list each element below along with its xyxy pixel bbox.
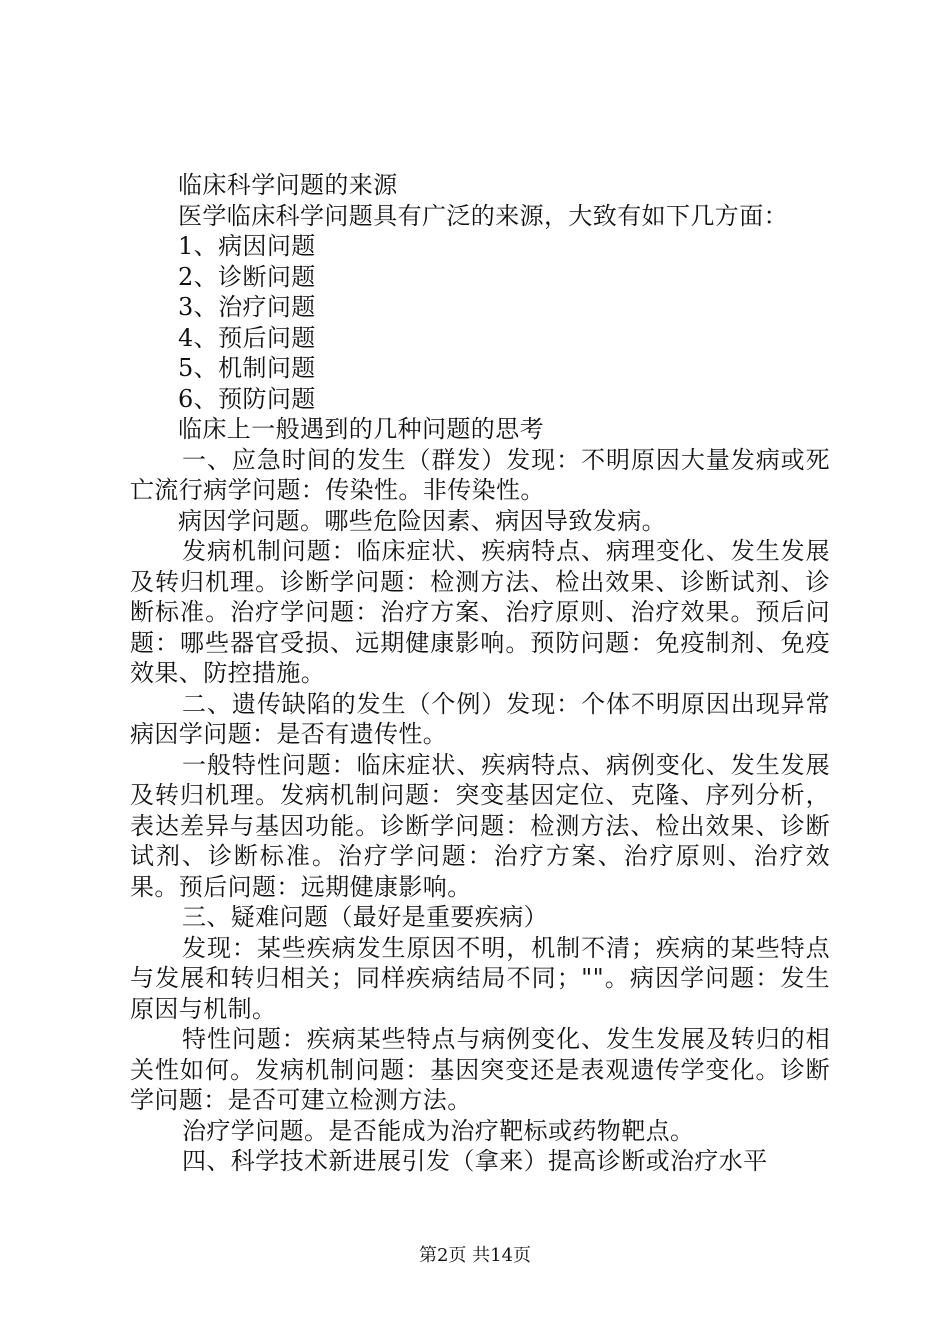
- paragraph: 医学临床科学问题具有广泛的来源，大致有如下几方面：: [178, 201, 788, 230]
- list-item: 1、病因问题: [178, 232, 316, 260]
- section-heading: 临床上一般遇到的几种问题的思考: [178, 415, 544, 443]
- paragraph: 病因学问题。哪些危险因素、病因导致发病。: [178, 506, 666, 535]
- document-body: [130, 170, 830, 1177]
- paragraph: 发现：某些疾病发生原因不明，机制不清；疾病的某些特点与发展和转归相关；同样疾病结局不同；""。病因学问题：发生原因与机制。: [130, 933, 830, 1023]
- paragraph: 一般特性问题：临床症状、疾病特点、病例变化、发生发展及转归机理。发病机制问题：突变基因定位、克隆、序列分析，表达差异与基因功能。诊断学问题：检测方法、检出效果、诊断试剂、诊断标准。治疗学问题：治疗方案、治疗原则、治疗效果。预后问题：远期健康影响。: [130, 750, 830, 901]
- document-title: 临床科学问题的来源: [178, 171, 398, 199]
- list-item: 2、诊断问题: [178, 262, 316, 291]
- paragraph: 一、应急时间的发生（群发）发现：不明原因大量发病或死亡流行病学问题：传染性。非传染性。: [130, 445, 830, 504]
- paragraph: 二、遗传缺陷的发生（个例）发现：个体不明原因出现异常病因学问题：是否有遗传性。: [130, 689, 830, 748]
- paragraph: 四、科学技术新进展引发（拿来）提高诊断或治疗水平: [182, 1147, 768, 1175]
- list-item: 3、治疗问题: [178, 293, 316, 321]
- paragraph: 特性问题：疾病某些特点与病例变化、发生发展及转归的相关性如何。发病机制问题：基因突变还是表观遗传学变化。诊断学问题：是否可建立检测方法。: [130, 1025, 830, 1114]
- list-item: 6、预防问题: [178, 384, 316, 413]
- list-item: 4、预后问题: [178, 323, 316, 352]
- paragraph: 三、疑难问题（最好是重要疾病）: [182, 903, 548, 931]
- page-number-footer: 第2页 共14页: [418, 1245, 532, 1266]
- paragraph: 治疗学问题。是否能成为治疗靶标或药物靶点。: [182, 1116, 695, 1145]
- paragraph: 发病机制问题：临床症状、疾病特点、病理变化、发生发展及转归机理。诊断学问题：检测方法、检出效果、诊断试剂、诊断标准。治疗学问题：治疗方案、治疗原则、治疗效果。预后问题：哪些器官受损、远期健康影响。预防问题：免疫制剂、免疫效果、防控措施。: [130, 537, 830, 687]
- list-item: 5、机制问题: [178, 354, 316, 382]
